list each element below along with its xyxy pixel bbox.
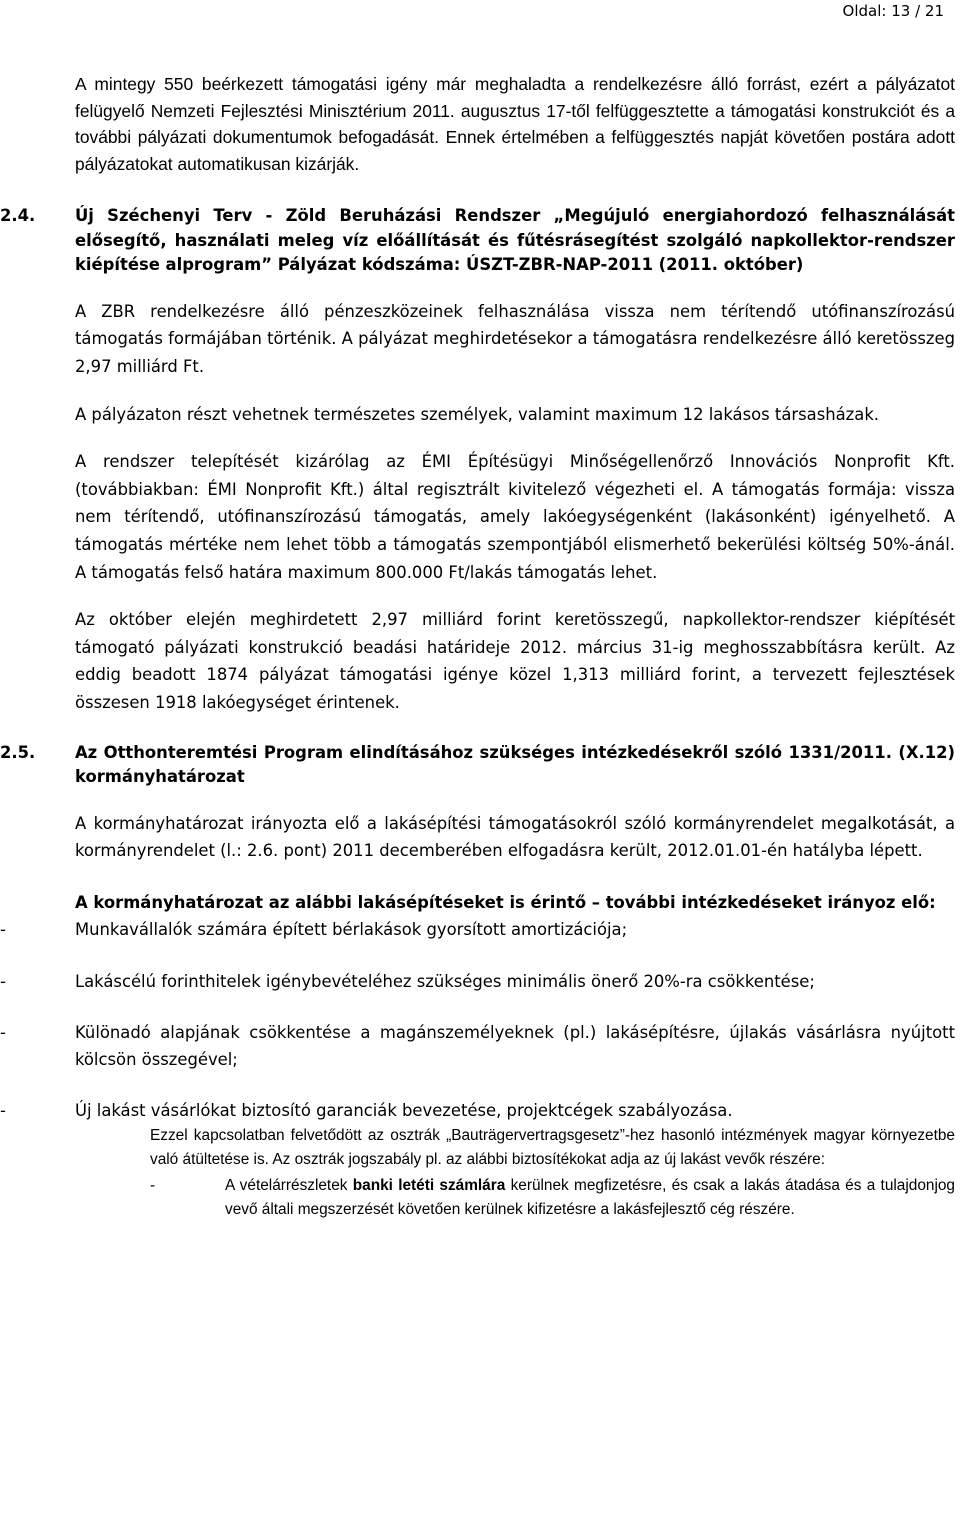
- section-title: Az Otthonteremtési Program elindításához szükséges intézkedésekről szóló 1331/2011. (X.12) kormányhatározat: [75, 742, 955, 787]
- list-item: [0, 1019, 955, 1074]
- list-item: [0, 1097, 955, 1125]
- list-item-text: Munkavállalók számára épített bérlakások gyorsított amortizációja;: [75, 920, 628, 940]
- list-item-text: Különadó alapjának csökkentése a magánszemélyeknek (pl.) lakásépítésre, újlakás vásárlásra nyújtott kölcsön összegével;: [75, 1022, 955, 1070]
- intro-paragraph: A mintegy 550 beérkezett támogatási igény már meghaladta a rendelkezésre álló forrást, ezért a pályázatot felügyelő Nemzeti Fejlesztési Minisztérium 2011. augusztus 17-től felfüggesztette a támogatási konstrukciót és a további pályázati dokumentumok befogadását. Ennek értelmében a felfüggesztés napját követően postára adott pályázatokat automatikusan kizárják.: [75, 74, 955, 174]
- paragraph: A pályázaton részt vehetnek természetes személyek, valamint maximum 12 lakásos társasházak.: [75, 404, 880, 424]
- list-dash: -: [150, 1177, 156, 1195]
- list-dash: -: [0, 920, 6, 940]
- list-item: [0, 968, 955, 996]
- section-heading-2-4: [0, 204, 955, 278]
- paragraph: Az október elején meghirdetett 2,97 milliárd forint keretösszegű, napkollektor-rendszer kiépítését támogató pályázati konstrukció beadási határideje 2012. március 31-ig meghosszabbításra került. Az eddig beadott 1874 pályázat támogatási igénye közel 1,313 milliárd forint, a tervezett fejlesztések összesen 1918 lakóegységet érintenek.: [75, 610, 955, 712]
- paragraph: A kormányhatározat irányozta elő a lakásépítési támogatásokról szóló kormányrendelet megalkotását, a kormányrendelet (l.: 2.6. pont) 2011 decemberében elfogadásra került, 2012.01.01-én hatályba lépett.: [75, 813, 955, 861]
- sub-item-bold-text: banki letéti számlára: [352, 1177, 506, 1195]
- paragraph: A ZBR rendelkezésre álló pénzeszközeinek felhasználása vissza nem térítendő utófinanszírozású támogatás formájában történik. A pályázat meghirdetésekor a támogatásra rendelkezésre álló keretösszeg 2,97 milliárd Ft.: [75, 301, 955, 377]
- list-item-text: Új lakást vásárlókat biztosító garanciák bevezetése, projektcégek szabályozása.: [75, 1100, 733, 1120]
- paragraph: A rendszer telepítését kizárólag az ÉMI Építésügyi Minőségellenőrző Innovációs Nonprofit Kft. (továbbiakban: ÉMI Nonprofit Kft.) által regisztrált kivitelező végezheti el. A támogatás formája: vissza nem térítendő, utófinanszírozású támogatás, amely lakóegységenként (lakásonként) igényelhető. A támogatás mértéke nem lehet több a támogatás szempontjából elismerhető bekerülési költség 50%-ánál. A támogatás felső határa maximum 800.000 Ft/lakás támogatás lehet.: [75, 452, 955, 582]
- section-number: 2.5.: [0, 742, 36, 762]
- section-heading-2-5: [0, 741, 955, 790]
- list-dash: -: [0, 1100, 6, 1120]
- list-dash: -: [0, 1022, 6, 1042]
- bold-lead-paragraph: A kormányhatározat az alábbi lakásépítéseket is érintő – további intézkedéseket irányoz elő:: [75, 892, 936, 912]
- list-item-text: Lakáscélú forinthitelek igénybevételéhez szükséges minimális önerő 20%-ra csökkentése;: [75, 971, 815, 991]
- sub-item-text-after: kerülnek megfizetésre, és csak a lakás átadása és a tulajdonjog vevő általi megszerzését követően kerülnek kifizetésre a lakásfejlesztő cég részére.: [225, 1177, 955, 1219]
- sub-item-text-before: A vételárrészletek: [225, 1177, 353, 1195]
- list-item: [0, 916, 955, 944]
- sub-list-item: [150, 1174, 955, 1222]
- list-dash: -: [0, 971, 6, 991]
- document-body: [0, 71, 955, 1222]
- section-number: 2.4.: [0, 206, 36, 226]
- note-paragraph: Ezzel kapcsolatban felvetődött az osztrák „Bauträgervertragsgesetz”-hez hasonló intézmények magyar környezetbe való átültetése is. Az osztrák jogszabály pl. az alábbi biztosítékokat adja az új lakást vevők részére:: [150, 1127, 955, 1169]
- section-title: Új Széchenyi Terv - Zöld Beruházási Rendszer „Megújuló energiahordozó felhasználását elősegítő, használati meleg víz előállítását és fűtésrásegítést szolgáló napkollektor-rendszer kiépítése alprogram” Pályázat kódszáma: ÚSZT-ZBR-NAP-2011 (2011. október): [75, 206, 955, 275]
- page-number-label: Oldal: 13 / 21: [842, 2, 944, 20]
